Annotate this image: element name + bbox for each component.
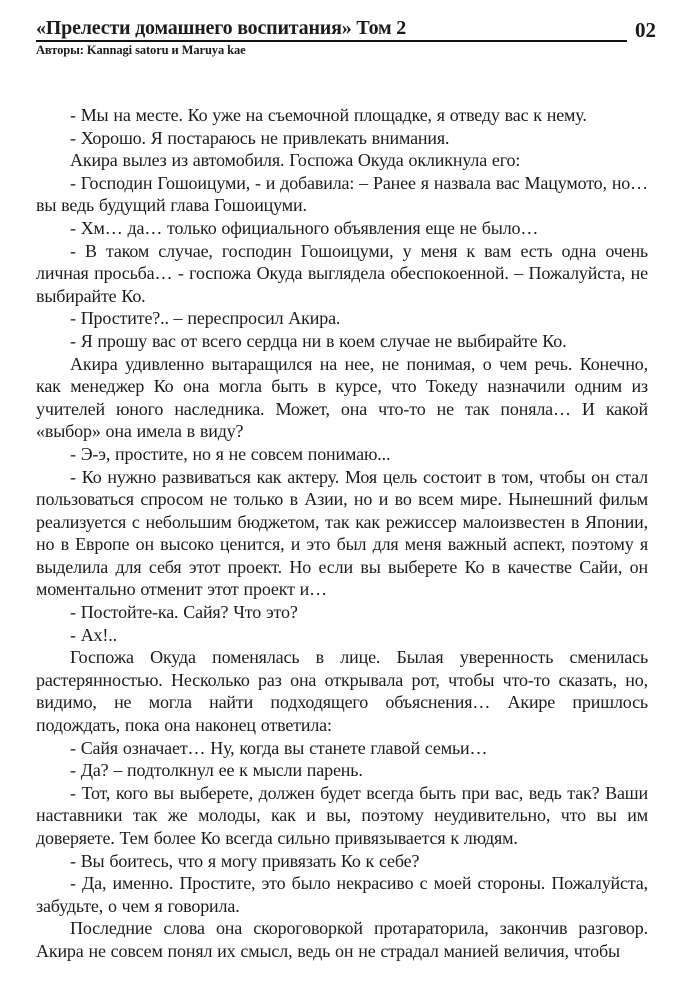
paragraph: - Тот, кого вы выберете, должен будет всегда быть при вас, ведь так? Ваши наставники так же молоды, как и вы, поэтому неудивительно, что вы им доверяете. Тем более Ко всегда сильно привязывается к людям. bbox=[36, 782, 648, 848]
paragraph: - Да, именно. Простите, это было некрасиво с моей стороны. Пожалуйста, забудьте, о чем я говорила. bbox=[36, 873, 648, 916]
paragraph: - Хорошо. Я постараюсь не привлекать внимания. bbox=[70, 127, 450, 148]
paragraph: Последние слова она скороговоркой протараторила, закончив разговор. Акира не совсем понял их смысл, ведь он не страдал манией величия, чтобы bbox=[36, 918, 648, 961]
paragraph: - Простите?.. – переспросил Акира. bbox=[70, 308, 341, 329]
paragraph: - Ко нужно развиваться как актеру. Моя цель состоит в том, чтобы он стал пользоваться спросом не только в Азии, но и во всем мире. Нынешний фильм реализуется с небольшим бюджетом, так как режиссер малоизвестен в Японии, но в Европе он высоко ценится, и это был для меня важный аспект, поэтому я выделила для себя этот проект. Но если вы выберете Ко в качестве Сайи, он моментально отменит этот проект и… bbox=[36, 466, 648, 600]
title-underline bbox=[36, 18, 627, 42]
paragraph: - Я прошу вас от всего сердца ни в коем случае не выбирайте Ко. bbox=[70, 330, 567, 351]
page-number: 02 bbox=[635, 18, 656, 42]
paragraph: - Вы боитесь, что я могу привязать Ко к себе? bbox=[70, 850, 420, 871]
paragraph: Акира удивленно вытаращился на нее, не понимая, о чем речь. Конечно, как менеджер Ко она могла быть в курсе, что Токеду назначили одним из учителей юного наследника. Может, она что-то не так поняла… И какой «выбор» она имела в виду? bbox=[36, 353, 648, 442]
text-body bbox=[36, 104, 648, 963]
paragraph: - Хм… да… только официального объявления еще не было… bbox=[70, 217, 539, 238]
paragraph: - Э-э, простите, но я не совсем понимаю... bbox=[70, 443, 391, 464]
paragraph: - Да? – подтолкнул ее к мысли парень. bbox=[70, 760, 363, 781]
document-title: «Прелести домашнего воспитания» Том 2 bbox=[36, 17, 407, 39]
paragraph: - Господин Гошоицуми, - и добавила: – Ранее я назвала вас Мацумото, но… вы ведь будущий глава Гошоицуми. bbox=[36, 172, 648, 216]
paragraph: - Постойте-ка. Сайя? Что это? bbox=[70, 602, 298, 623]
paragraph: - Мы на месте. Ко уже на съемочной площадке, я отведу вас к нему. bbox=[70, 105, 587, 125]
paragraph: - Ах!.. bbox=[70, 624, 117, 645]
page-header bbox=[36, 18, 656, 58]
paragraph: Госпожа Окуда поменялась в лице. Былая уверенность сменилась растерянностью. Несколько раз она открывала рот, чтобы что-то сказать, но, видимо, не могла найти подходящего объяснения… Акире пришлось подождать, пока она наконец ответила: bbox=[36, 647, 648, 736]
authors-line: Авторы: Kannagi satoru и Maruya kae bbox=[36, 43, 246, 57]
paragraph: Акира вылез из автомобиля. Госпожа Окуда окликнула его: bbox=[70, 150, 521, 171]
paragraph: - Сайя означает… Ну, когда вы станете главой семьи… bbox=[70, 737, 488, 758]
paragraph: - В таком случае, господин Гошоицуми, у меня к вам есть одна очень личная просьба… - госпожа Окуда выглядела обеспокоенной. – Пожалуйста, не выбирайте Ко. bbox=[36, 240, 648, 306]
